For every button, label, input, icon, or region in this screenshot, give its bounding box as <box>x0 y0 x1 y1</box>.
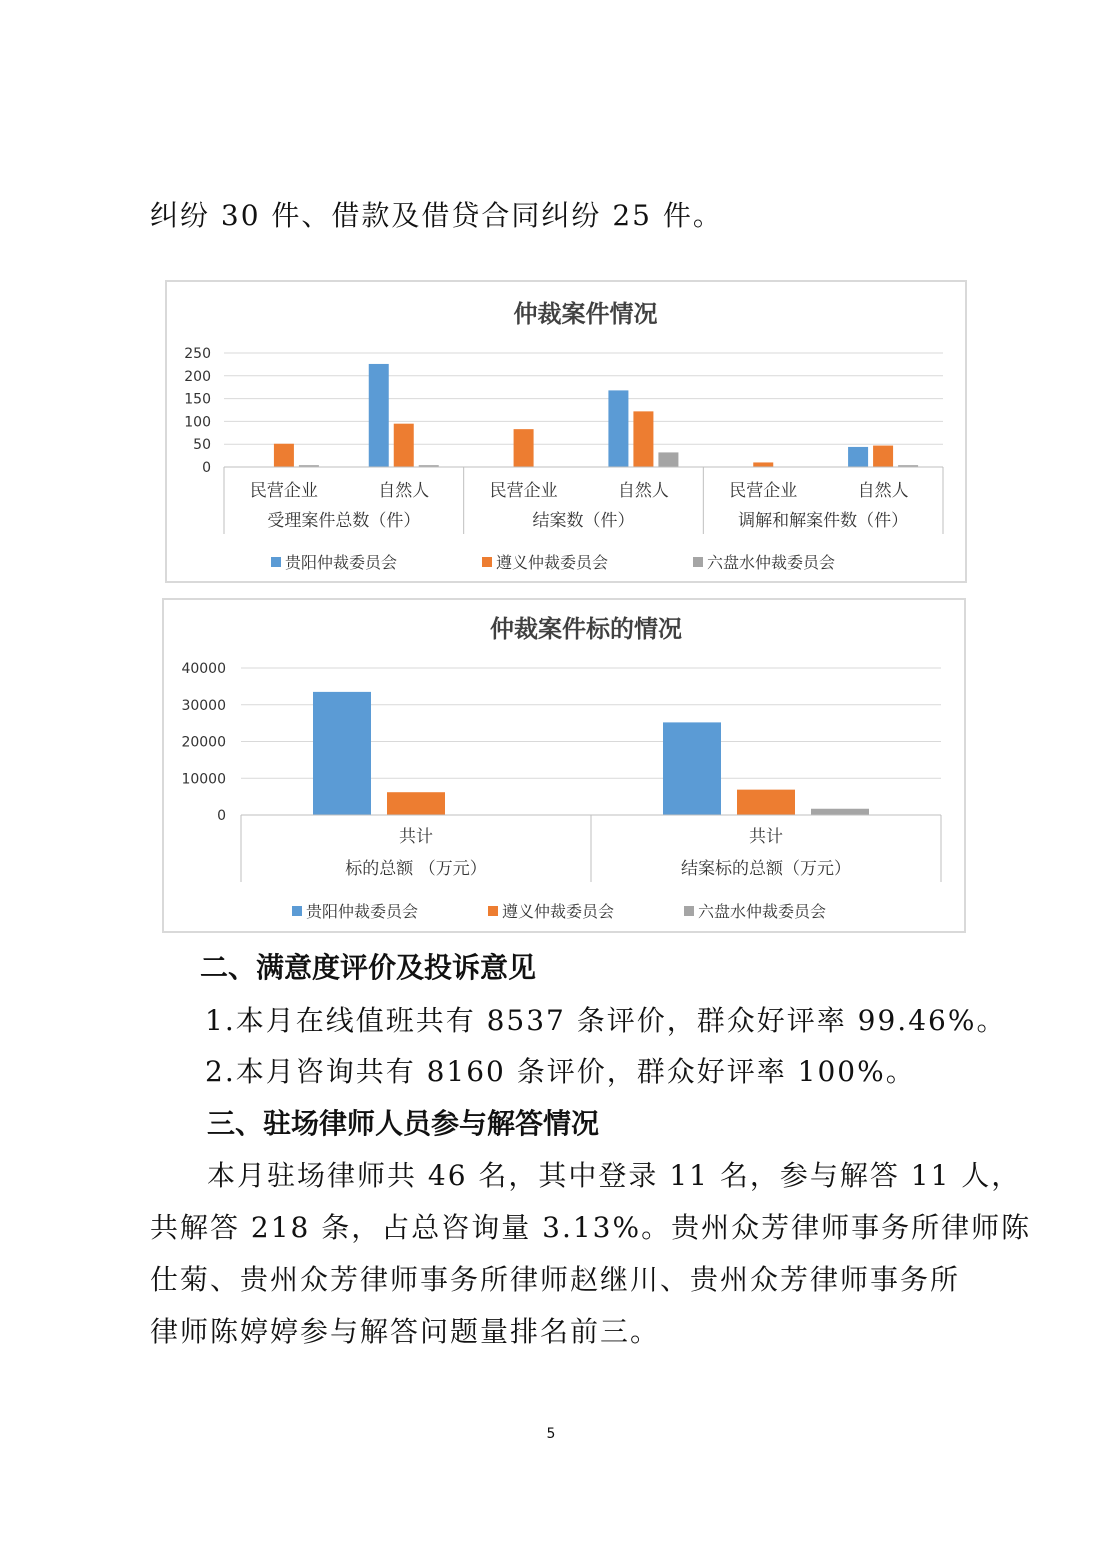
arbitration-cases-chart-svg <box>167 282 965 581</box>
y-tick-label: 200 <box>184 368 211 385</box>
section3-line-2: 共解答 218 条，占总咨询量 3.13%。贵州众芳律师事务所律师陈 <box>150 1211 1032 1244</box>
bar-zunyi <box>633 411 653 467</box>
group-label: 调解和解案件数（件） <box>738 511 909 531</box>
bar-zunyi <box>274 444 294 467</box>
bar-guiyang <box>369 364 389 467</box>
legend-swatch <box>693 557 703 567</box>
section2-heading: 二、满意度评价及投诉意见 <box>200 951 537 984</box>
legend-label: 六盘水仲裁委员会 <box>698 902 827 921</box>
bar-zunyi <box>753 462 773 467</box>
chart-title: 仲裁案件标的情况 <box>490 615 682 643</box>
category-label: 民营企业 <box>729 481 798 501</box>
group-label: 受理案件总数（件） <box>267 511 421 531</box>
legend-swatch <box>488 906 498 916</box>
section2-item-2: 2.本月咨询共有 8160 条评价，群众好评率 100%。 <box>205 1055 916 1088</box>
arbitration-amount-chart-svg <box>164 600 964 931</box>
arbitration-amount-chart <box>162 598 966 933</box>
section3-line-1: 本月驻场律师共 46 名，其中登录 11 名，参与解答 11 人， <box>207 1159 1022 1192</box>
page-number: 5 <box>546 1426 556 1442</box>
category-label: 共计 <box>749 827 783 847</box>
bar-guiyang <box>313 692 371 815</box>
section3-line-3: 仕菊、贵州众芳律师事务所律师赵继川、贵州众芳律师事务所 <box>150 1263 961 1296</box>
chart-title: 仲裁案件情况 <box>513 300 658 328</box>
bar-guiyang <box>608 390 628 467</box>
bar-guiyang <box>663 722 721 815</box>
y-tick-label: 50 <box>193 437 211 454</box>
intro-line: 纠纷 30 件、借款及借贷合同纠纷 25 件。 <box>150 199 723 232</box>
legend-swatch <box>482 557 492 567</box>
category-label: 共计 <box>399 827 433 847</box>
group-label: 结案数（件） <box>532 511 635 531</box>
bar-zunyi <box>514 429 534 467</box>
legend-swatch <box>271 557 281 567</box>
y-tick-label: 30000 <box>181 697 226 714</box>
legend-label: 遵义仲裁委员会 <box>502 902 615 921</box>
section2-item-1: 1.本月在线值班共有 8537 条评价，群众好评率 99.46%。 <box>205 1004 1007 1037</box>
legend-label: 贵阳仲裁委员会 <box>306 902 419 921</box>
section3-line-4: 律师陈婷婷参与解答问题量排名前三。 <box>150 1315 661 1348</box>
y-tick-label: 250 <box>184 346 211 362</box>
bar-zunyi <box>394 424 414 467</box>
legend-label: 六盘水仲裁委员会 <box>707 553 836 572</box>
bar-guiyang <box>848 447 868 467</box>
bar-zunyi <box>873 446 893 467</box>
bar-liupanshui <box>658 452 678 467</box>
y-tick-label: 0 <box>202 460 211 476</box>
section3-heading: 三、驻场律师人员参与解答情况 <box>207 1107 600 1140</box>
legend-swatch <box>684 906 694 916</box>
y-tick-label: 100 <box>184 414 211 431</box>
y-tick-label: 150 <box>184 391 211 408</box>
legend-label: 贵阳仲裁委员会 <box>285 553 398 572</box>
group-label: 标的总额 （万元） <box>345 859 487 879</box>
category-label: 自然人 <box>617 481 669 501</box>
legend-swatch <box>292 906 302 916</box>
category-label: 自然人 <box>857 481 909 501</box>
bar-zunyi <box>387 792 445 815</box>
arbitration-cases-chart <box>165 280 967 583</box>
group-label: 结案标的总额（万元） <box>681 859 851 879</box>
bar-liupanshui <box>811 809 869 815</box>
y-tick-label: 40000 <box>181 661 226 677</box>
y-tick-label: 20000 <box>181 734 226 751</box>
bar-zunyi <box>737 790 795 815</box>
legend-label: 遵义仲裁委员会 <box>496 553 609 572</box>
y-tick-label: 10000 <box>181 771 226 788</box>
category-label: 民营企业 <box>489 481 558 501</box>
y-tick-label: 0 <box>217 808 226 824</box>
category-label: 民营企业 <box>249 481 318 501</box>
category-label: 自然人 <box>378 481 430 501</box>
